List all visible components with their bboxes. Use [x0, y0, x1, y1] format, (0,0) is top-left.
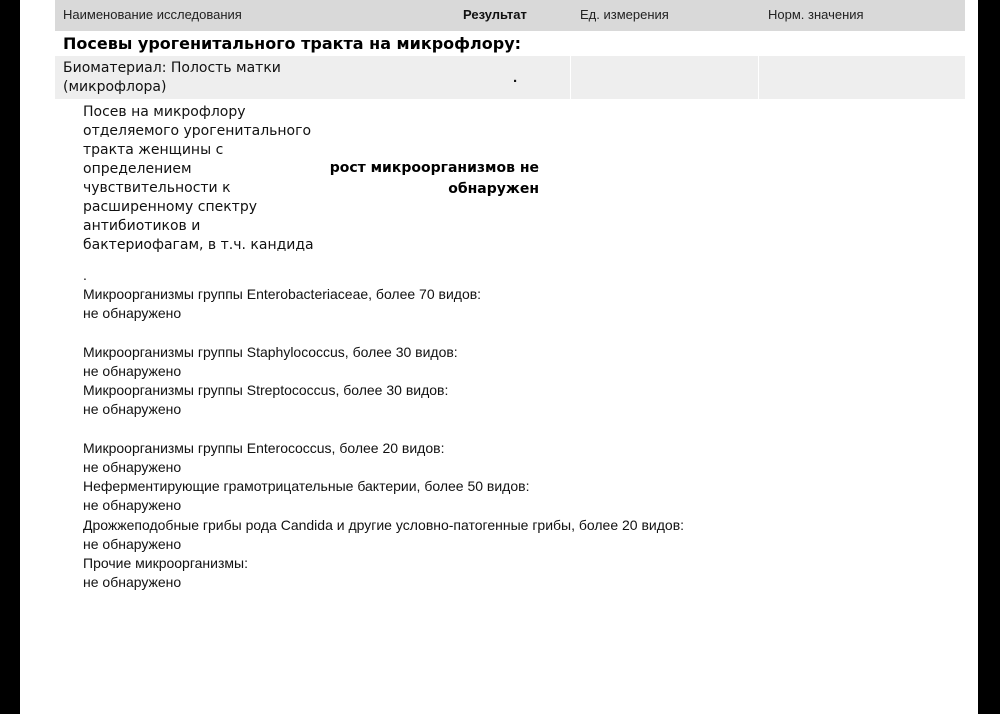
detail-line: Микроорганизмы группы Staphylococcus, более 30 видов:	[83, 343, 458, 360]
header-result: Результат	[463, 7, 527, 22]
detail-line: Микроорганизмы группы Enterococcus, более 20 видов:	[83, 439, 445, 456]
detail-line: Неферментирующие грамотрицательные бактерии, более 50 видов:	[83, 478, 530, 495]
document-page	[20, 0, 978, 714]
detail-line: Прочие микроорганизмы:	[83, 555, 248, 572]
results-table-header	[55, 0, 965, 31]
detail-line	[83, 324, 783, 343]
header-unit: Ед. измерения	[580, 7, 669, 22]
test-result: рост микроорганизмов не обнаружен	[329, 160, 539, 197]
detail-line: не обнаружено	[83, 401, 182, 418]
detail-line: Микроорганизмы группы Streptococcus, более 30 видов:	[83, 382, 449, 399]
header-norm: Норм. значения	[768, 7, 864, 22]
biomaterial-row	[55, 56, 965, 99]
detail-line: не обнаружено	[83, 497, 182, 514]
detail-line	[83, 420, 783, 439]
detail-line: не обнаружено	[83, 535, 182, 552]
biomaterial-label: Биоматериал: Полость матки (микрофлора)	[63, 60, 281, 95]
section-title: Посевы урогенитального тракта на микрофлору:	[63, 34, 522, 53]
detail-line: не обнаружено	[83, 574, 182, 591]
detail-line: не обнаружено	[83, 305, 182, 322]
detail-line: .	[83, 267, 87, 283]
column-divider	[758, 56, 759, 99]
microflora-details	[83, 266, 783, 592]
detail-line: не обнаружено	[83, 363, 182, 379]
biomaterial-result: .	[513, 69, 518, 86]
detail-line: Микроорганизмы группы Enterobacteriaceae, более 70 видов:	[83, 286, 482, 303]
header-name: Наименование исследования	[63, 7, 242, 22]
detail-line: Дрожжеподобные грибы рода Candida и другие условно-патогенные грибы, более 20 видов:	[83, 516, 685, 533]
test-name: Посев на микрофлору отделяемого урогенитального тракта женщины с определением чувствительности к расширенному спектру антибиотиков и бактериофагам, в т.ч. кандида	[83, 104, 314, 253]
column-divider	[570, 56, 571, 99]
detail-line: не обнаружено	[83, 459, 182, 475]
